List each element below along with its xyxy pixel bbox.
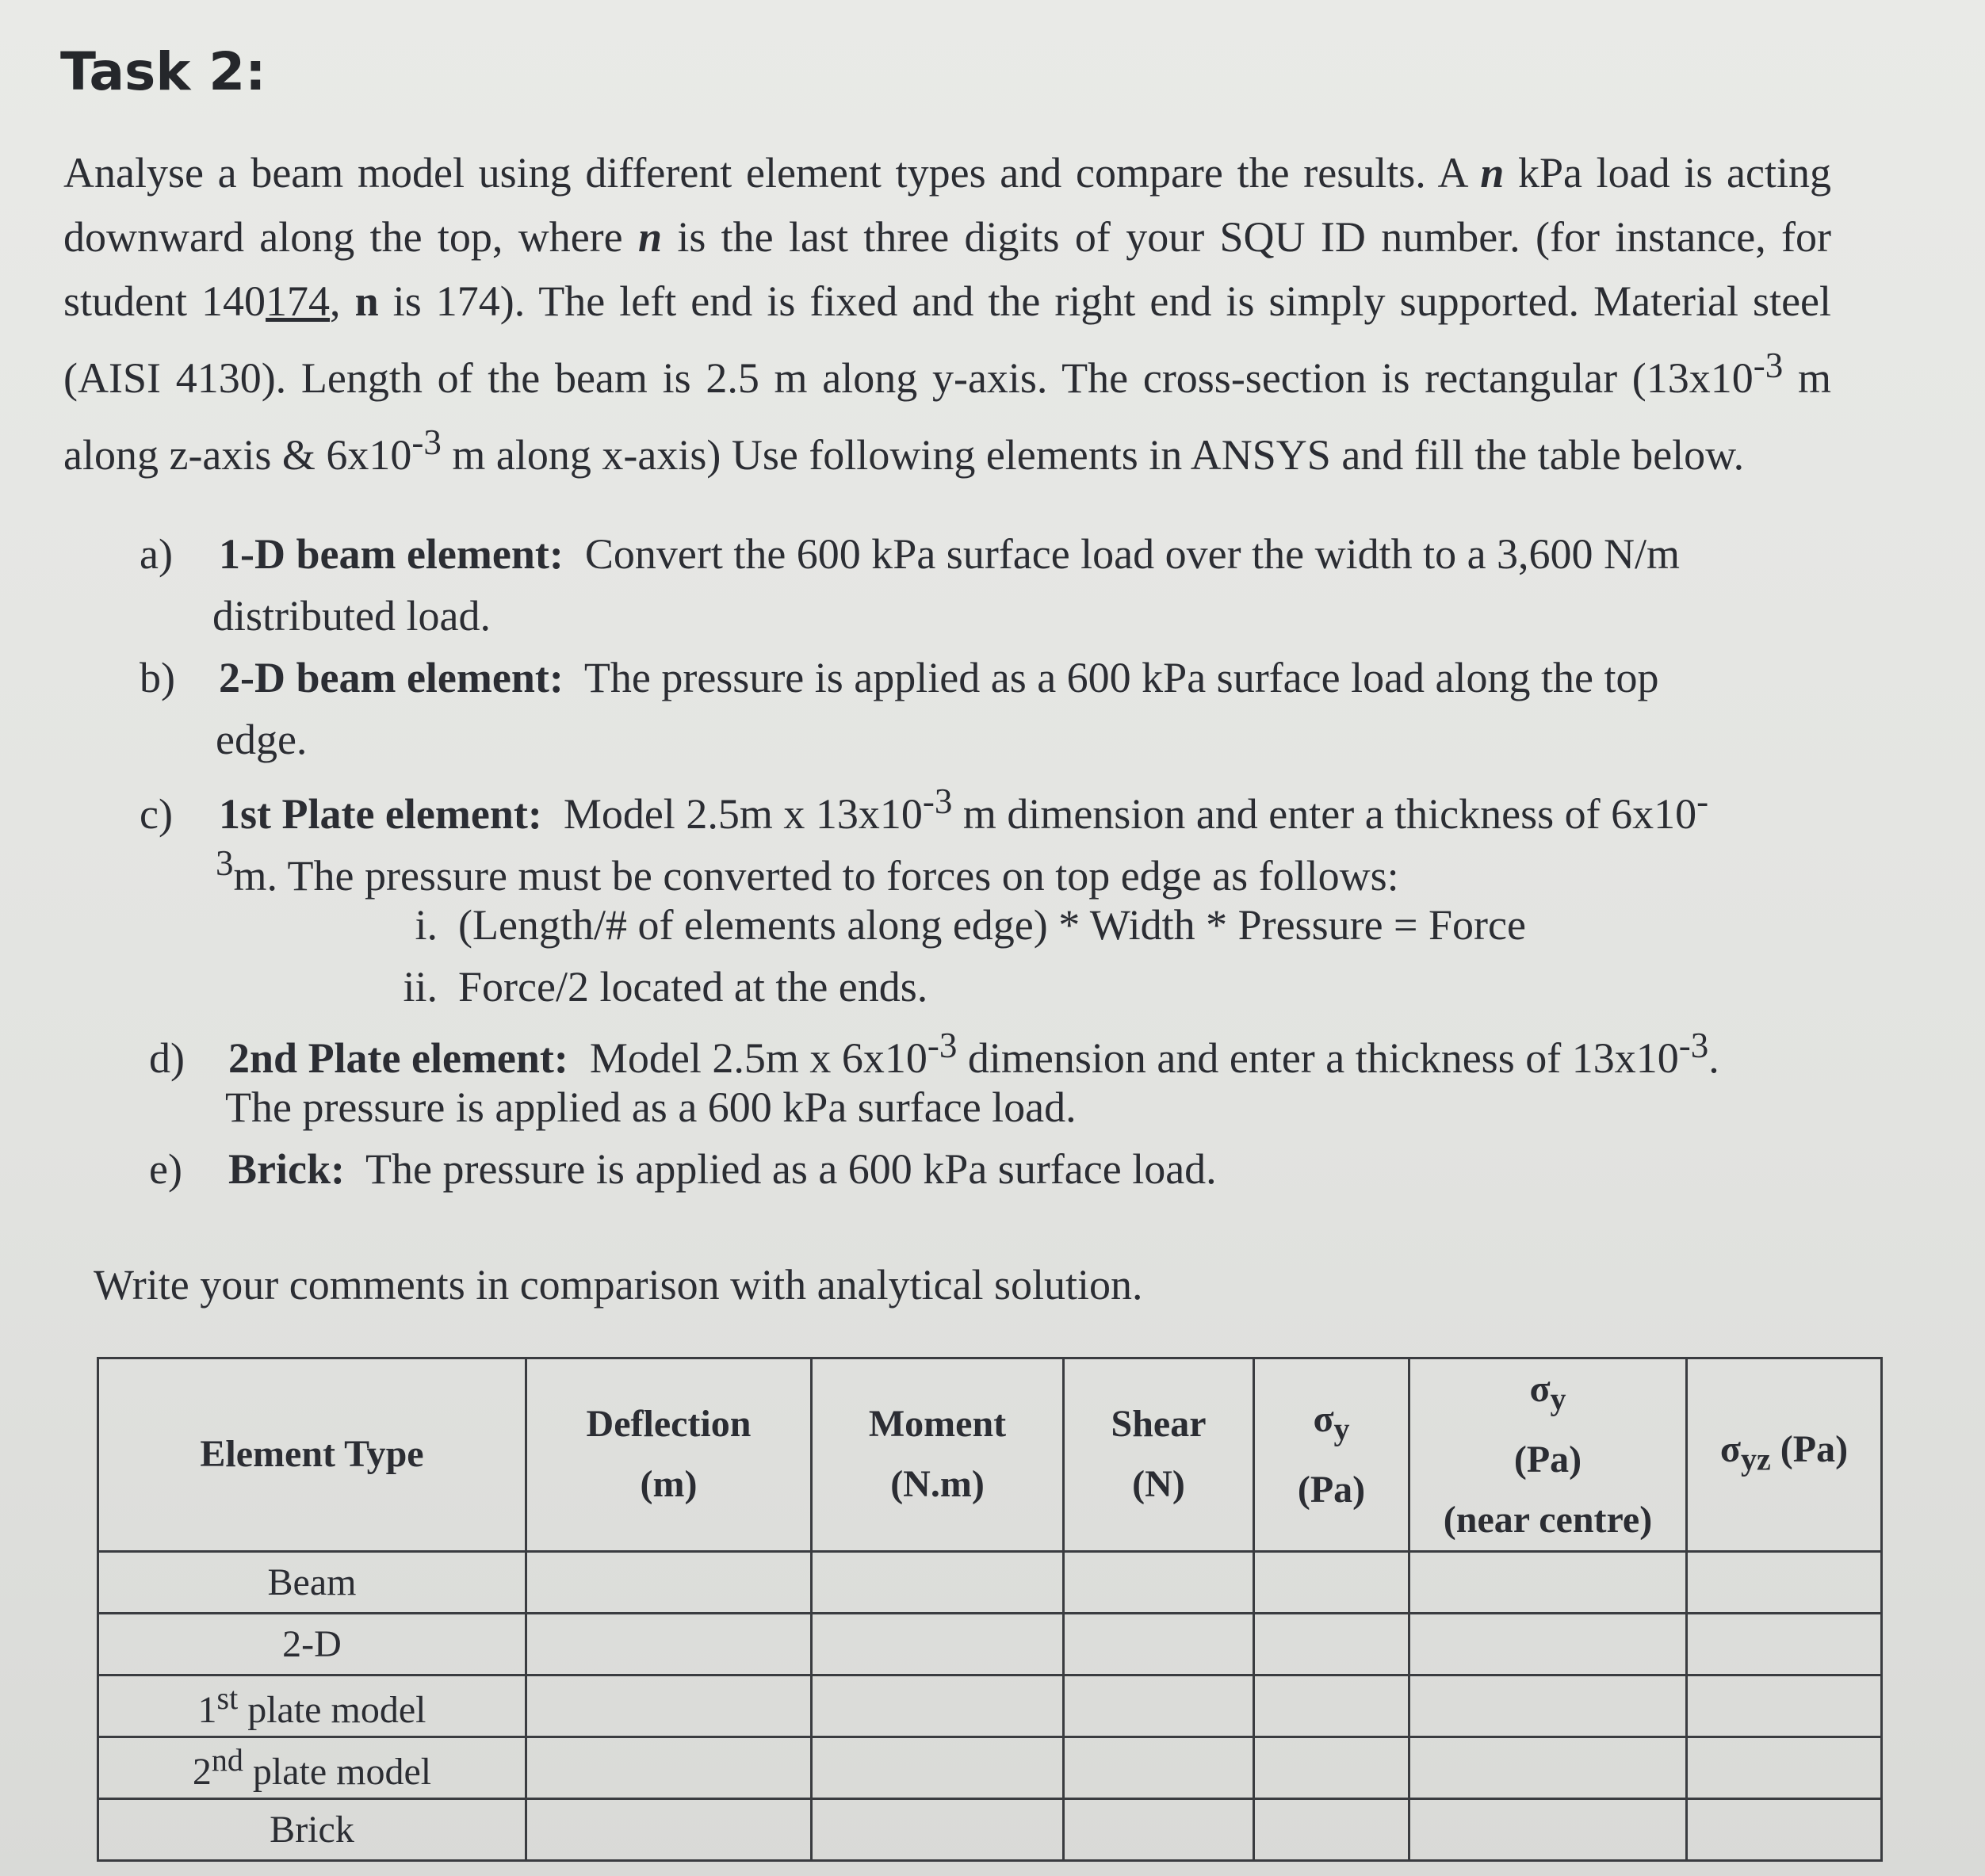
- list-item-d-continued: The pressure is applied as a 600 kPa surface load.: [225, 1083, 1077, 1131]
- task-title: Task 2:: [60, 41, 266, 102]
- results-table: [97, 1357, 1883, 1862]
- table-cell[interactable]: [812, 1675, 1064, 1737]
- list-item-c-continued: $^3$m. The pressure must be converted to forces on top edge as follows:: [216, 843, 1399, 900]
- table-cell[interactable]: [1409, 1675, 1687, 1737]
- table-cell[interactable]: [526, 1675, 812, 1737]
- list-item-b: b) 2-D beam element: The pressure is applied as a 600 kPa surface load along the top: [140, 654, 1659, 701]
- table-cell[interactable]: [1064, 1551, 1254, 1613]
- table-cell[interactable]: [1687, 1551, 1882, 1613]
- table-cell[interactable]: [1064, 1613, 1254, 1675]
- table-cell[interactable]: [1254, 1798, 1409, 1860]
- table-row: [98, 1551, 1882, 1613]
- table-cell[interactable]: [812, 1798, 1064, 1860]
- table-row: [98, 1613, 1882, 1675]
- list-item-b-continued: edge.: [216, 716, 308, 763]
- header-element-type: Element Type: [98, 1358, 526, 1552]
- table-cell[interactable]: [1687, 1798, 1882, 1860]
- header-deflection: Deflection (m): [526, 1358, 812, 1552]
- header-sigma-y-centre: $\sigma_y$ (Pa) (near centre): [1409, 1358, 1687, 1552]
- table-cell[interactable]: [1409, 1551, 1687, 1613]
- table-cell[interactable]: [1064, 1737, 1254, 1798]
- table-cell[interactable]: [812, 1613, 1064, 1675]
- list-item-a: a) 1-D beam element: Convert the 600 kPa surface load over the width to a 3,600 N/m: [140, 530, 1681, 578]
- table-header-row: [98, 1358, 1882, 1552]
- table-cell[interactable]: [1409, 1737, 1687, 1798]
- table-cell[interactable]: [526, 1551, 812, 1613]
- header-sigma-y: $\sigma_y$ (Pa): [1254, 1358, 1409, 1552]
- list-item-e: e) Brick: The pressure is applied as a 600 kPa surface load.: [149, 1145, 1217, 1193]
- header-moment: Moment (N.m): [812, 1358, 1064, 1552]
- header-sigma-yz: $\sigma_{yz}$ (Pa): [1687, 1358, 1882, 1552]
- table-cell[interactable]: [1254, 1737, 1409, 1798]
- row-label-2nd-plate: 2nd plate model: [98, 1737, 526, 1798]
- table-cell[interactable]: [1409, 1798, 1687, 1860]
- table-cell[interactable]: [812, 1551, 1064, 1613]
- table-row: [98, 1675, 1882, 1737]
- table-cell[interactable]: [1254, 1613, 1409, 1675]
- table-row: [98, 1737, 1882, 1798]
- table-cell[interactable]: [1687, 1613, 1882, 1675]
- table-cell[interactable]: [526, 1613, 812, 1675]
- row-label-beam: Beam: [98, 1551, 526, 1613]
- header-shear: Shear (N): [1064, 1358, 1254, 1552]
- list-item-c: c) 1st Plate element: Model 2.5m x $13x10^{-3}$ m dimension and enter a thickness of 6x10-: [140, 781, 1709, 838]
- row-label-2d: 2-D: [98, 1613, 526, 1675]
- list-item-a-continued: distributed load.: [212, 592, 491, 640]
- table-cell[interactable]: [812, 1737, 1064, 1798]
- sub-item-i: i. (Length/# of elements along edge) * Width * Pressure = Force: [415, 901, 1526, 949]
- intro-paragraph: Analyse a beam model using different element types and compare the results. A n kPa load is acting downward along the top, where n is the last three digits of your SQU ID number. (for instance, for student 140174, n is 174). The left end is fixed and the right end is simply supported. Material steel (AISI 4130). Length of the beam is 2.5 m along y-axis. The cross-section is rectangular ($13x10^{-3}$ m along z-axis & $6x10^{-3}$ m along x-axis) Use following elements in ANSYS and fill the table below.: [63, 149, 1832, 479]
- table-cell[interactable]: [1687, 1737, 1882, 1798]
- table-cell[interactable]: [1064, 1798, 1254, 1860]
- table-cell[interactable]: [1064, 1675, 1254, 1737]
- table-cell[interactable]: [1254, 1675, 1409, 1737]
- row-label-1st-plate: 1st plate model: [98, 1675, 526, 1737]
- table-cell[interactable]: [526, 1798, 812, 1860]
- table-row: [98, 1798, 1882, 1860]
- row-label-brick: Brick: [98, 1798, 526, 1860]
- table-cell[interactable]: [526, 1737, 812, 1798]
- list-item-d: d) 2nd Plate element: Model 2.5m x $6x10^{-3}$ dimension and enter a thickness of $13x10^{-3}$.: [149, 1026, 1719, 1082]
- sub-item-ii: ii. Force/2 located at the ends.: [403, 963, 928, 1011]
- table-cell[interactable]: [1687, 1675, 1882, 1737]
- table-cell[interactable]: [1254, 1551, 1409, 1613]
- table-cell[interactable]: [1409, 1613, 1687, 1675]
- comments-instruction: Write your comments in comparison with analytical solution.: [94, 1261, 1143, 1309]
